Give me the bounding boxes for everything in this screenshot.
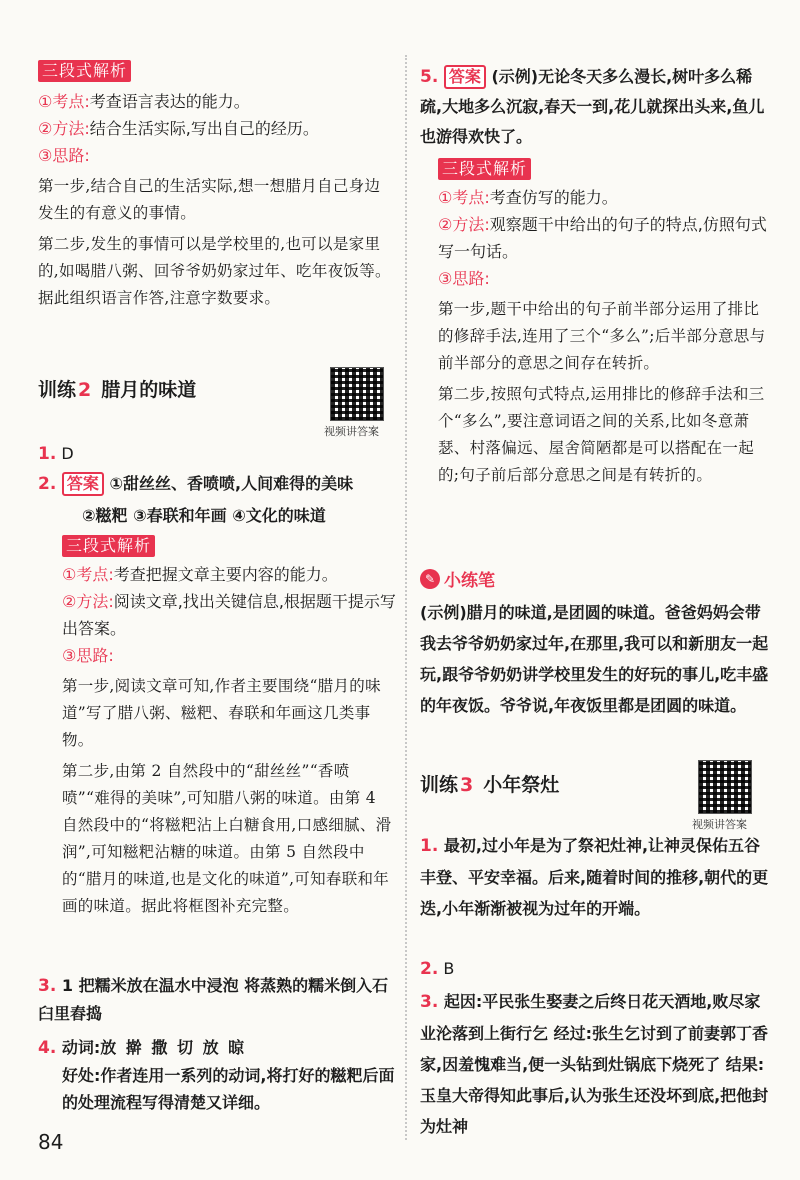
question-number: 2. [420,959,439,979]
fangfa-label: ②方法: [38,119,90,138]
question-3 [38,972,396,1027]
verbs-label: 动词: [61,1038,101,1057]
answer-text: D [61,444,74,463]
question-3-text: 1 把糯米放在温水中浸泡 将蒸熟的糯米倒入石臼里舂捣 [38,976,389,1023]
answer-line-1: ①甜丝丝、香喷喷,人间难得的美味 [109,474,354,493]
question-number: 4. [38,1038,57,1058]
step-1: 第一步,题干中给出的句子前半部分运用了排比的修辞手法,连用了三个“多么”;后半部分意思与前半部分的意思之间存在转折。 [438,300,766,372]
fangfa-text: 结合生活实际,写出自己的经历。 [89,119,319,138]
column-divider [405,55,407,1140]
practice-text: (示例)腊月的味道,是团圆的味道。爸爸妈妈会带我去爷爷奶奶家过年,在那里,我可以和新朋友一起玩,跟爷爷奶奶讲学校里发生的好玩的事儿,吃丰盛的年夜饭。爷爷说,年夜饭里都是团圆的味道。 [420,603,769,715]
verbs-list: 放 擀 撒 切 放 晾 [100,1038,247,1057]
step-1: 第一步,结合自己的生活实际,想一想腊月自己身边发生的有意义的事情。 [38,177,381,222]
qr-caption: 视频讲答案 [324,425,379,438]
section-prefix: 训练 [420,774,459,796]
qr-code[interactable] [698,760,752,814]
question-number: 2. [38,474,57,494]
section-title: 小年祭灶 [483,774,560,796]
analysis-tag: 三段式解析 [438,158,531,180]
page-number: 84 [38,1130,64,1154]
section-number: 2 [78,379,92,401]
question-3 [420,986,770,1142]
question-1 [420,830,770,924]
question-2 [38,470,396,920]
question-1 [38,440,396,468]
kaodian-label: ①考点: [62,565,114,584]
practice-block [420,566,770,721]
question-number: 1. [38,444,57,464]
question-2 [420,955,770,983]
answer-line-2: ②糍粑 ③春联和年画 ④文化的味道 [82,506,326,525]
question-4 [38,1034,396,1116]
practice-title: 小练笔 [444,571,495,591]
question-number: 3. [420,992,439,1012]
fangfa-label: ②方法: [438,215,490,234]
answer-text: B [443,959,455,978]
pencil-icon: ✎ [420,569,440,589]
question-1-text: 最初,过小年是为了祭祀灶神,让神灵保佑五谷丰登、平安幸福。后来,随着时间的推移,朝代的更迭,小年渐渐被视为过年的开端。 [420,836,769,918]
silu-label: ③思路: [38,146,90,165]
silu-label: ③思路: [438,269,490,288]
fangfa-text: 观察题干中给出的句子的特点,仿照句式写一句话。 [438,215,767,261]
answer-tag: 答案 [444,65,486,89]
kaodian-text: 考查把握文章主要内容的能力。 [113,565,338,584]
section-title: 腊月的味道 [101,379,197,401]
question-number: 1. [420,836,439,856]
question-5 [420,62,770,489]
answer-text: (示例)无论冬天多么漫长,树叶多么稀疏,大地多么沉寂,春天一到,花儿就探出头来,鱼儿也游得欢快了。 [420,67,765,146]
section-number: 3 [460,774,474,796]
section-3-header [420,770,770,831]
step-2: 第二步,按照句式特点,运用排比的修辞手法和三个“多么”,要注意词语之间的关系,比如冬意萧瑟、村落偏远、屋舍简陋都是可以搭配在一起的;句子前后部分意思之间是有转折的。 [438,385,765,484]
benefit-text: 好处:作者连用一系列的动词,将打好的糍粑后面的处理流程写得清楚又详细。 [62,1066,395,1112]
step-2: 第二步,由第 2 自然段中的“甜丝丝”“香喷喷”“难得的美味”,可知腊八粥的味道。由第 4 自然段中的“将糍粑沾上白糖食用,口感细腻、滑润”,可知糍粑沾糖的味道。由第 5 自然段中的“腊月的味道,也是文化的味道”,可知春联和年画的味道。据此将框图补充完整。 [62,762,392,915]
analysis-block-1 [38,60,396,312]
step-2: 第二步,发生的事情可以是学校里的,也可以是家里的,如喝腊八粥、回爷爷奶奶家过年、吃年夜饭等。据此组织语言作答,注意字数要求。 [38,235,391,307]
section-prefix: 训练 [38,379,77,401]
kaodian-text: 考查语言表达的能力。 [89,92,250,111]
analysis-tag: 三段式解析 [62,535,155,557]
section-2-header [38,375,396,438]
fangfa-text: 阅读文章,找出关键信息,根据题干提示写出答案。 [62,592,396,638]
qr-code[interactable] [330,367,384,421]
qr-caption: 视频讲答案 [692,818,747,831]
analysis-tag: 三段式解析 [38,60,131,82]
question-3-text: 起因:平民张生娶妻之后终日花天酒地,败尽家业沦落到上街行乞 经过:张生乞讨到了前妻郭丁香家,因羞愧难当,便一头钻到灶锅底下烧死了 结果:玉皇大帝得知此事后,认为张生还没坏到底,把他封为灶神 [420,992,769,1136]
kaodian-label: ①考点: [38,92,90,111]
answer-tag: 答案 [62,472,104,496]
kaodian-label: ①考点: [438,188,490,207]
question-number: 3. [38,976,57,996]
fangfa-label: ②方法: [62,592,114,611]
question-number: 5. [420,67,439,87]
step-1: 第一步,阅读文章可知,作者主要围绕“腊月的味道”写了腊八粥、糍粑、春联和年画这几类事物。 [62,677,381,749]
kaodian-text: 考查仿写的能力。 [489,188,618,207]
silu-label: ③思路: [62,646,114,665]
